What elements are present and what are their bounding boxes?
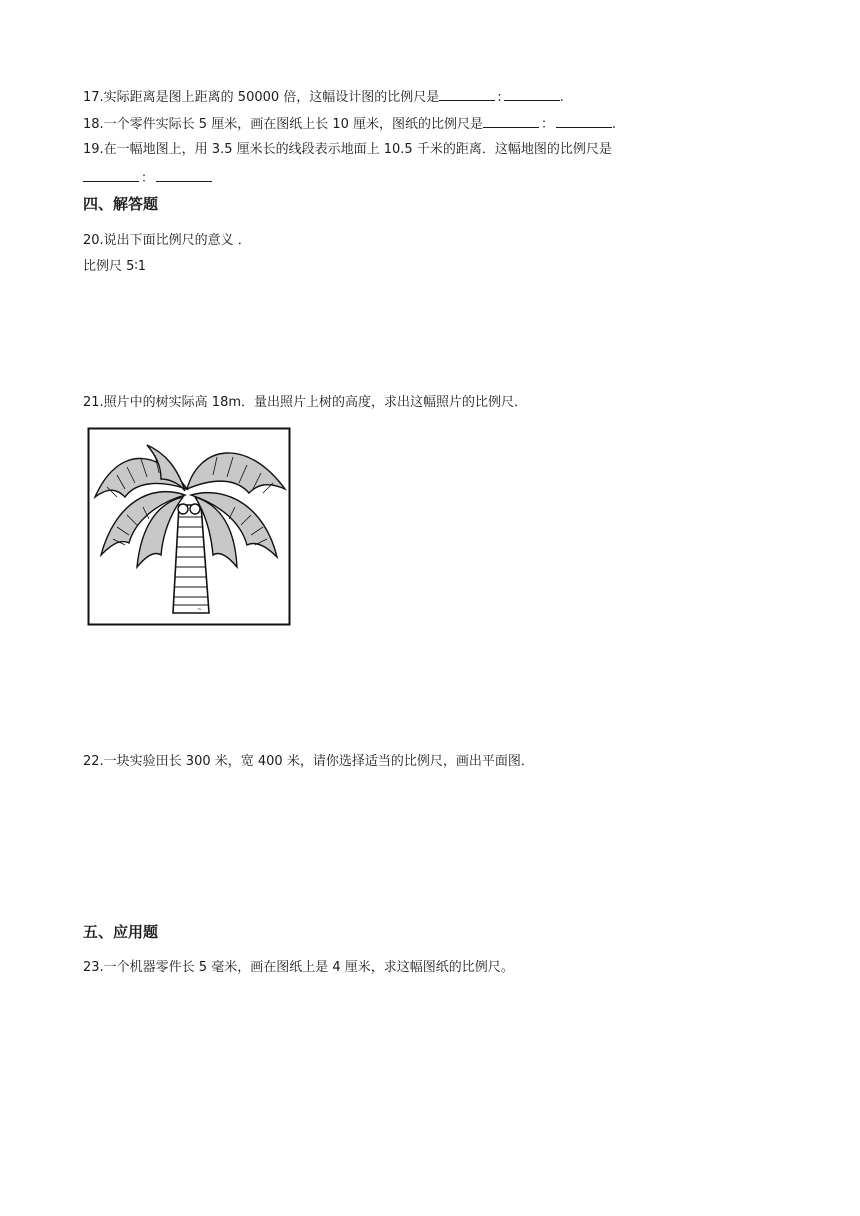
section-heading: 四、解答题 (83, 195, 159, 213)
question-19-text: 19.在一幅地图上，用 3.5 厘米长的线段表示地面上 10.5 千米的距离．这幅地图的比例尺是 (83, 142, 612, 157)
question-18 (83, 114, 616, 134)
ratio-separator: : (497, 90, 502, 105)
sentence-end: . (612, 117, 617, 132)
question-19-answer (83, 168, 212, 188)
svg-text:~: ~ (197, 606, 203, 613)
answer-blank[interactable] (439, 87, 495, 101)
answer-blank[interactable] (83, 168, 139, 182)
palm-tree-icon (87, 427, 291, 626)
question-17 (83, 87, 564, 107)
answer-blank[interactable] (556, 114, 612, 128)
question-21: 21.照片中的树实际高 18m．量出照片上树的高度，求出这幅照片的比例尺． (83, 395, 528, 410)
ratio-separator: ： (141, 171, 155, 186)
question-23: 23.一个机器零件长 5 毫米，画在图纸上是 4 厘米，求这幅图纸的比例尺。 (83, 960, 514, 975)
question-17-text: 17.实际距离是图上距离的 50000 倍，这幅设计图的比例尺是 (83, 90, 440, 105)
question-20-scale: 比例尺 5∶1 (83, 259, 147, 274)
question-22: 22.一块实验田长 300 米，宽 400 米，请你选择适当的比例尺，画出平面图． (83, 754, 534, 769)
answer-blank[interactable] (504, 87, 560, 101)
sentence-end: . (559, 90, 564, 105)
ratio-separator: ： (541, 117, 555, 132)
question-19 (83, 141, 612, 159)
answer-blank[interactable] (483, 114, 539, 128)
question-20: 20.说出下面比例尺的意义 ． (83, 233, 251, 248)
section-heading: 五、应用题 (83, 923, 159, 941)
question-18-text: 18.一个零件实际长 5 厘米，画在图纸上长 10 厘米，图纸的比例尺是 (83, 117, 484, 132)
answer-blank[interactable] (156, 168, 212, 182)
